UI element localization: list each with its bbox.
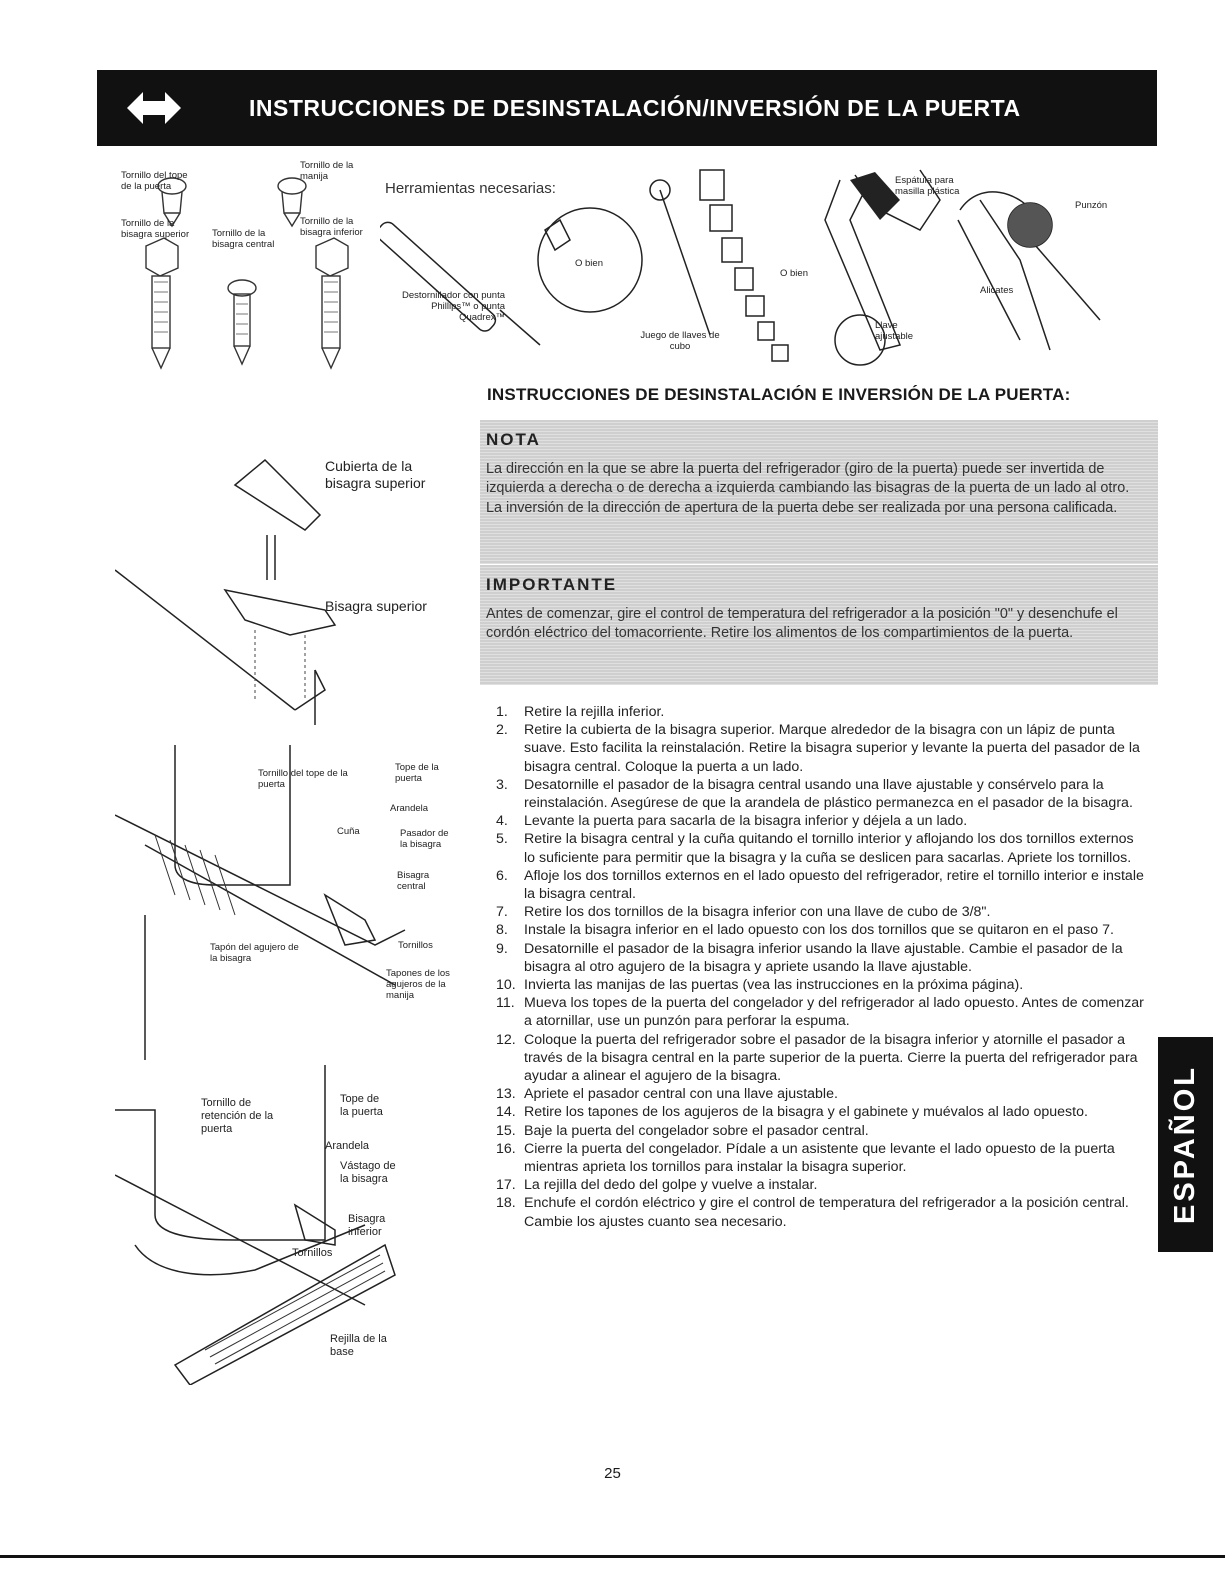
section-title: INSTRUCCIONES DE DESINSTALACIÓN E INVERSIÓN DE LA PUERTA: [487,385,1071,404]
language-tab [1158,1037,1213,1252]
step-item: 14. Retire los tapones de los agujeros de la bisagra y el gabinete y muévalos al lado opuesto. [496,1104,1088,1121]
tool-label-pliers: Alicates [980,285,1014,296]
step-item: 11. Mueva los topes de la puerta del congelador y del refrigerador al lado opuesto. Antes de comenzar a atornillar, use un punzón para perforar la espuma. [496,995,1144,1030]
step-item: 12. Coloque la puerta del refrigerador sobre el pasador de la bisagra inferior y atornille el pasador a través de la bisagra central en la parte superior de la puerta. Cierre la puerta del refrigerador para ayudar a alinear el agujero de la bisagra. [496,1031,1138,1085]
tool-label-or-1: O bien [575,258,603,269]
language-tab-label: ESPAÑOL [1169,1064,1202,1225]
screw-label-handle: Tornillo de la manija [300,160,354,182]
label-door-stop: Tope de la puerta [395,762,439,784]
step-item: 4. Levante la puerta para sacarla de la bisagra inferior y déjela a un lado. [496,813,968,830]
step-item: 9. Desatornille el pasador de la bisagra inferior usando la llave ajustable. Cambie el pasador de la bisagra al otro agujero de la bisagra y apriete usando la llave ajustable. [496,940,1123,975]
label-washer: Arandela [390,803,429,814]
label-screws: Tornillos [398,940,433,951]
note-heading: NOTA [486,430,541,449]
center-hinge-figure [115,745,450,1060]
step-item: 8. Instale la bisagra inferior en el lado opuesto con los dos tornillos que se quitaron en el paso 7. [496,922,1114,939]
label-lower-washer: Arandela [325,1140,370,1152]
double-arrow-icon [119,70,189,146]
step-item: 3. Desatornille el pasador de la bisagra central usando una llave ajustable y consérvelo para la reinstalación. Asegúrese de que la arandela de plástico permanezca en el pasador de la bisagra. [496,776,1133,812]
step-item: 10. Invierta las manijas de las puertas (vea las instrucciones en la próxima página). [496,977,1024,994]
step-item: 1. Retire la rejilla inferior. [496,704,665,720]
screw-label-upper-hinge: Tornillo de la bisagra superior [121,218,190,240]
label-handle-plugs: Tapones de los agujeros de la manija [386,968,450,1001]
tool-label-putty-knife: Espátula para masilla plástica [895,175,960,197]
label-retention-screw: Tornillo de retención de la puerta [201,1097,274,1135]
note-box [480,420,1158,564]
header-banner [97,70,1157,146]
page-title: INSTRUCCIONES DE DESINSTALACIÓN/INVERSIÓN DE LA PUERTA [249,94,1021,121]
step-item: 16. Cierre la puerta del congelador. Pídale a un asistente que levante el lado opuesto de la puerta mientras aprieta los tornillos para instalar la bisagra superior. [496,1140,1115,1176]
important-text: Antes de comenzar, gire el control de temperatura del refrigerador a la posición "0" y desenchufe el cordón eléctrico del tomacorriente. Retire los alimentos de los compartimientos de la puerta. [486,606,1118,642]
label-hinge-cover: Cubierta de la bisagra superior [325,458,426,491]
label-hinge-pin: Pasador de la bisagra [400,828,449,850]
note-text: La dirección en la que se abre la puerta del refrigerador (giro de la puerta) puede ser invertida de izquierda a derecha o de derecha a izquierda cambiando las bisagras de la puerta de un lado al otro. La inversión de la dirección de apertura de la puerta debe ser realizada por una persona calificada. [486,461,1130,516]
steps-list [496,703,1146,1231]
screw-label-door-stop: Tornillo del tope de la puerta [121,170,188,192]
step-item: 5. Retire la bisagra central y la cuña quitando el tornillo interior y aflojando los dos tornillos externos lo suficiente para permitir que la bisagra y la cuña se deslicen para sacarlas. Apriete los tornillos. [496,831,1134,866]
label-base-grille: Rejilla de la base [330,1333,387,1358]
tool-label-awl: Punzón [1075,200,1108,211]
label-lower-hinge: Bisagra inferior [348,1213,386,1238]
step-item: 15. Baje la puerta del congelador sobre el pasador central. [496,1122,869,1139]
label-upper-hinge: Bisagra superior [325,598,427,614]
tools-title: Herramientas necesarias: [385,180,556,197]
screw-label-center-hinge: Tornillo de la bisagra central [212,228,275,250]
important-box [480,565,1158,685]
step-item: 17. La rejilla del dedo del golpe y vuelve a instalar. [496,1177,818,1194]
tool-label-or-2: O bien [780,268,808,279]
label-stop-screw: Tornillo del tope de la puerta [258,768,348,790]
step-item: 6. Afloje los dos tornillos externos en el lado opuesto del refrigerador, retire el tornillo interior e instale la bisagra central. [496,867,1144,903]
label-shim: Cuña [337,826,360,837]
label-lower-screws: Tornillos [292,1247,333,1259]
step-item: 7. Retire los dos tornillos de la bisagra inferior con una llave de cubo de 3/8". [496,904,991,921]
screw-label-lower-hinge: Tornillo de la bisagra inferior [300,216,363,238]
tool-label-sockets: Juego de llaves de cubo [640,330,720,352]
label-hinge-plug: Tapón del agujero de la bisagra [210,942,299,964]
important-heading: IMPORTANTE [486,575,618,594]
label-lower-door-stop: Tope de la puerta [340,1093,383,1118]
step-item: 13. Apriete el pasador central con una llave ajustable. [496,1086,838,1103]
page-number: 25 [604,1465,621,1482]
step-item: 18. Enchufe el cordón eléctrico y gire el control de temperatura del refrigerador a la posición central. Cambie los ajustes cuanto sea necesario. [496,1195,1129,1230]
tool-label-screwdriver: Destornillador con punta Phillips™ o punta Quadrex™ [402,290,505,323]
step-item: 2. Retire la cubierta de la bisagra superior. Marque alrededor de la bisagra con un lápiz de punta suave. Esto facilita la reinstalación. Retire la bisagra superior y levante la puerta del pasador de la bisagra central. Coloque la puerta a un lado. [496,722,1140,775]
tools-figure [380,160,1130,370]
label-center-hinge: Bisagra central [397,870,430,892]
tool-label-wrench: Llave ajustable [875,320,914,342]
label-hinge-stem: Vástago de la bisagra [340,1160,396,1185]
bottom-rule [0,1555,1225,1558]
